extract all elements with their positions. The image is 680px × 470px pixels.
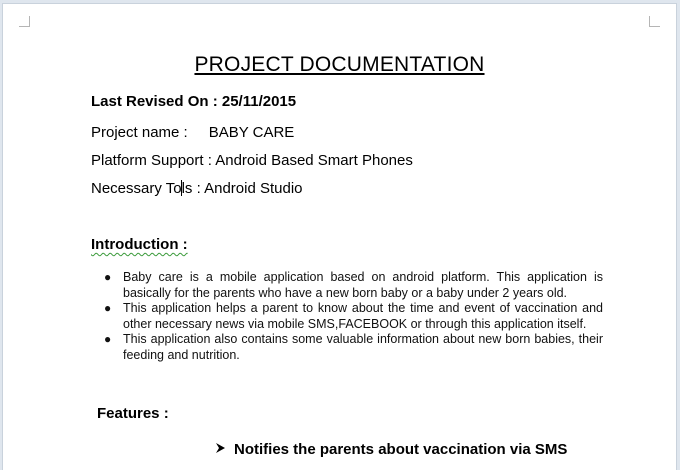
last-revised-label: Last Revised On : (91, 93, 222, 110)
feature-item-text: Notifies the parents about vaccination via SMS (234, 441, 568, 458)
list-item-text: Baby care is a mobile application based on android platform. This application is basically for the parents who have a new born baby or a baby under 2 years old. (123, 270, 603, 300)
feature-item (214, 441, 567, 458)
list-item (103, 332, 603, 363)
list-item (103, 301, 603, 332)
list-item (103, 270, 603, 301)
last-revised-line (91, 93, 296, 110)
list-item-text: This application helps a parent to know about the time and event of vaccination and other necessary news via mobile SMS,FACEBOOK or through this application itself. (123, 301, 603, 331)
introduction-list (103, 270, 603, 363)
project-name-label: Project name : (91, 124, 188, 141)
bullet-icon: ● (104, 301, 112, 315)
project-name-line (91, 124, 294, 141)
tools-value: Android Studio (204, 180, 303, 197)
project-name-value: BABY CARE (208, 124, 295, 141)
features-heading: Features : (97, 405, 169, 422)
bullet-icon: ● (104, 270, 112, 284)
crop-mark-top-left (19, 16, 30, 27)
bullet-icon: ● (104, 332, 112, 346)
arrow-bullet-icon (214, 441, 228, 458)
list-item-text: This application also contains some valuable information about new born babies, their feeding and nutrition. (123, 332, 603, 362)
tools-label-start: Necessary To (91, 180, 182, 197)
platform-value: Android Based Smart Phones (215, 152, 413, 169)
platform-label: Platform Support : (91, 152, 216, 169)
platform-line (91, 152, 413, 169)
introduction-heading (91, 236, 188, 253)
document-page (2, 3, 677, 470)
crop-mark-top-right (649, 16, 660, 27)
document-title: PROJECT DOCUMENTATION (194, 53, 485, 76)
tools-label-end: ls : (181, 180, 205, 197)
tools-line[interactable] (91, 180, 303, 197)
introduction-heading-text: Introduction : (91, 236, 188, 253)
last-revised-value: 25/11/2015 (221, 93, 297, 110)
